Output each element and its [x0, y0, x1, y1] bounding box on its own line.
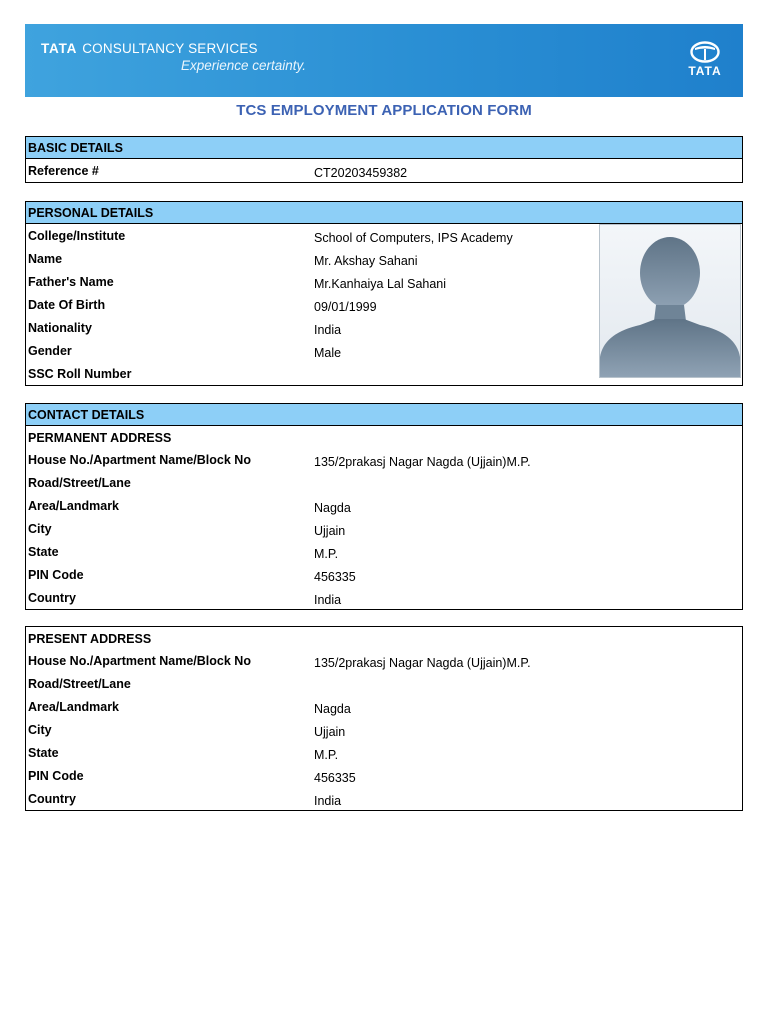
field-label: Date Of Birth	[28, 298, 106, 312]
tata-logo-text: TATA	[688, 64, 722, 78]
field-value: 135/2prakasj Nagar Nagda (Ujjain)M.P.	[314, 455, 531, 469]
form-row	[26, 471, 742, 494]
form-row	[26, 448, 742, 471]
user-silhouette-icon	[600, 225, 740, 377]
present-address-section	[25, 626, 743, 811]
field-value: 456335	[314, 570, 356, 584]
permanent-address-heading: PERMANENT ADDRESS	[28, 431, 172, 445]
field-label: Nationality	[28, 321, 92, 335]
field-value: Ujjain	[314, 524, 346, 538]
form-row	[26, 586, 742, 609]
form-row	[26, 695, 742, 718]
field-label: House No./Apartment Name/Block No	[28, 453, 251, 467]
field-label: Father's Name	[28, 275, 114, 289]
basic-details-heading: BASIC DETAILS	[26, 137, 742, 159]
field-label: College/Institute	[28, 229, 126, 243]
field-label: PIN Code	[28, 568, 84, 582]
form-title: TCS EMPLOYMENT APPLICATION FORM	[236, 102, 532, 119]
present-address-heading: PRESENT ADDRESS	[28, 632, 152, 646]
field-label: Gender	[28, 344, 72, 358]
field-value: Nagda	[314, 702, 351, 716]
field-value: India	[314, 323, 342, 337]
field-value: School of Computers, IPS Academy	[314, 231, 513, 245]
field-label: Country	[28, 591, 76, 605]
field-value: Mr.Kanhaiya Lal Sahani	[314, 277, 447, 291]
brand-bold: TATA	[41, 41, 78, 56]
field-label: State	[28, 746, 59, 760]
field-value: India	[314, 794, 342, 808]
form-row	[26, 672, 742, 695]
field-label: SSC Roll Number	[28, 367, 132, 381]
basic-details-section	[25, 136, 743, 183]
field-label: City	[28, 522, 52, 536]
field-value: 135/2prakasj Nagar Nagda (Ujjain)M.P.	[314, 656, 531, 670]
applicant-photo	[599, 224, 741, 378]
tata-emblem-icon	[690, 41, 720, 63]
field-value: CT20203459382	[314, 166, 408, 180]
contact-details-section	[25, 403, 743, 610]
field-label: Reference #	[28, 164, 99, 178]
form-row	[26, 563, 742, 586]
field-label: Country	[28, 792, 76, 806]
field-value: India	[314, 593, 342, 607]
form-row	[26, 741, 742, 764]
field-label: Area/Landmark	[28, 499, 120, 513]
form-row	[26, 159, 742, 182]
field-label: Road/Street/Lane	[28, 476, 131, 490]
brand-name	[41, 41, 258, 56]
brand-rest: CONSULTANCY SERVICES	[82, 41, 258, 56]
field-value: M.P.	[314, 547, 339, 561]
field-value: 09/01/1999	[314, 300, 377, 314]
form-row	[26, 718, 742, 741]
form-row	[26, 649, 742, 672]
field-value: Male	[314, 346, 342, 360]
field-value: Mr. Akshay Sahani	[314, 254, 418, 268]
form-row	[26, 540, 742, 563]
field-label: City	[28, 723, 52, 737]
field-value: M.P.	[314, 748, 339, 762]
field-label: House No./Apartment Name/Block No	[28, 654, 251, 668]
tata-logo	[683, 41, 727, 83]
form-row	[26, 787, 742, 810]
field-value: 456335	[314, 771, 356, 785]
field-label: State	[28, 545, 59, 559]
field-label: PIN Code	[28, 769, 84, 783]
header-banner	[25, 24, 743, 97]
form-row	[26, 517, 742, 540]
brand-tagline: Experience certainty.	[181, 58, 307, 73]
field-label: Area/Landmark	[28, 700, 120, 714]
form-row	[26, 764, 742, 787]
field-value: Nagda	[314, 501, 351, 515]
personal-details-section	[25, 201, 743, 386]
field-label: Road/Street/Lane	[28, 677, 131, 691]
form-row	[26, 494, 742, 517]
field-value: Ujjain	[314, 725, 346, 739]
contact-details-heading: CONTACT DETAILS	[26, 404, 742, 426]
personal-details-heading: PERSONAL DETAILS	[26, 202, 742, 224]
field-label: Name	[28, 252, 63, 266]
